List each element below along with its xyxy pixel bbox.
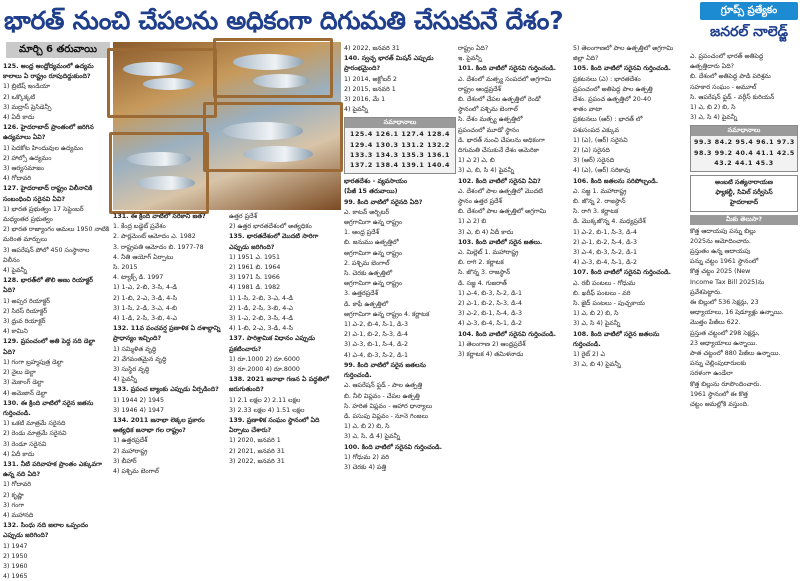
- option-line: 3) ఎ-3, బి-1, సి-4, డి-2: [344, 341, 408, 349]
- option-line: 3) ఎ, సి 4) పైవన్నీ: [690, 114, 738, 122]
- option-line: ఎ. ఆపరేషన్ ఫ్లడ్ - పాల ఉత్పత్తి: [344, 382, 423, 390]
- option-line: 2) 1961 బి. 1964: [229, 264, 281, 272]
- option-line: ఎ. దేశంలో పాల ఉత్పత్తిలో మొదటి: [458, 187, 543, 195]
- option-line: డి. సజ్జ 4. గుజరాత్: [458, 279, 507, 287]
- option-line: బి. జొన్న 2. రాజస్థాన్: [573, 198, 626, 206]
- option-line: 1) 2014, అక్టోబర్ 2: [344, 75, 397, 83]
- option-line: 1) 1-సి, 2-బి, 3-ఎ, 4-డి: [229, 294, 293, 302]
- did-you-know-line: 2025ను ఆమోదించారు.: [690, 237, 751, 245]
- option-line: డి. మొక్కజొన్న 4. మధ్యప్రదేశ్: [573, 218, 646, 226]
- option-line: 4) గోదావరి: [3, 175, 32, 183]
- option-line: 3) ఆపరేషన్ పోలో 450 సంస్థానాల: [3, 246, 90, 254]
- option-line: 4) పైవన్నీ: [3, 267, 27, 275]
- question-line: 101. కింది వాటిలో సరైనవి గుర్తించండి.: [458, 65, 557, 73]
- question-line: 140. స్వచ్ఛ భారత్ మిషన్ ఎప్పుడు: [344, 55, 434, 63]
- question-line: 126. హైదరాబాద్ ప్రాంతంలో జరిగిన: [3, 124, 94, 132]
- column-5: [458, 44, 570, 486]
- question-line: జరుగుతుంది?: [229, 386, 264, 394]
- option-line: 1) గోధుమ 2) వరి: [344, 453, 390, 461]
- option-line: 3) 1971 సి. 1966: [229, 274, 280, 282]
- option-line: 3) 1-సి, 2-డి, 3-ఎ, 4-బి: [113, 304, 177, 312]
- option-line: 1) ఎ, బి 2) బి, సి: [344, 423, 390, 431]
- question-line: గుర్తించండి.: [344, 372, 372, 380]
- option-line: బి. దేశంలో అతిపెద్ద పాడి పరిశ్రమ: [690, 73, 771, 81]
- did-you-know-line: కొత్త ఆదాయపు పన్ను బిల్లు: [690, 227, 756, 235]
- option-line: 4) ఎ-4, బి-3, సి-2, డి-1: [344, 351, 408, 359]
- option-line: 1) తెలంగాణ 2) ఆంధ్రప్రదేశ్: [458, 340, 526, 348]
- did-you-know-line: పన్ను చెల్లింపుదారులకు: [690, 360, 747, 368]
- option-line: 1. కేంద్ర బడ్జెట్ ప్రవేశం: [113, 223, 166, 231]
- option-line: 3) ఎ, బి 4) పైవన్నీ: [573, 361, 621, 369]
- option-line: రాష్ట్రం ఆంధ్రప్రదేశ్: [458, 85, 501, 93]
- author-place: హైదరాబాద్: [729, 199, 759, 207]
- question-line: 99. కింది వాటిలో సరైనది ఏది?: [344, 198, 423, 206]
- option-line: 2) మహారాష్ట్ర: [113, 447, 148, 455]
- option-line: 4) 1-బి, 2-ఎ, 3-డి, 4-సి: [229, 325, 293, 333]
- option-line: స్థానం ఉత్తర ప్రదేశ్: [458, 198, 502, 206]
- option-line: రాష్ట్రం ఏది?: [458, 45, 489, 52]
- answers-row: 98.3 99.2 40.4 41.1 42.5: [694, 149, 795, 157]
- option-line: 4) ఏదీ కాదు: [3, 114, 35, 122]
- option-line: 3) బీహార్: [113, 457, 137, 465]
- did-you-know-line: ప్రవేశపెట్టారు.: [690, 288, 723, 296]
- question-line: గుర్తించండి.: [573, 340, 601, 348]
- option-line: 3) 1960: [3, 562, 28, 570]
- question-line: 106. కింది జతలను సరిపోల్చండి.: [573, 177, 659, 185]
- did-you-know-line: Income Tax Bill 2025)ను: [690, 278, 765, 286]
- option-line: 1) ఎ-2, బి-1, సి-3, డి-4: [573, 228, 637, 236]
- option-line: 2) వేగవంతమైన వృద్ధి: [113, 355, 167, 363]
- option-line: డి. భారత్ నుంచి చేపలను అధికంగా: [458, 136, 545, 144]
- question-line: 103. కింది వాటిలో సరైన జతలు.: [458, 238, 543, 246]
- question-line: 102. కింది వాటిలో సరైనవి ఏవి?: [458, 177, 541, 185]
- did-you-know-header: మీకు తెలుసా?: [690, 215, 798, 225]
- option-line: 4) 2022, జనవరి 31: [344, 45, 400, 52]
- option-line: ఎ. మిల్లెట్ 1. మహారాష్ట్ర: [458, 249, 519, 257]
- option-line: 2) ఎ-1, బి-2, సి-4, డి-3: [573, 238, 637, 246]
- answer-key-row: 133.3 134.3 135.3 136.1: [349, 151, 451, 159]
- option-line: డి. కాఫీ ఉత్పత్తిలో: [344, 300, 389, 308]
- headline: భారత్ నుంచి చేపలను అధికంగా దిగుమతి చేసుకునే దేశం?: [4, 6, 564, 35]
- option-line: సి. జైద్ పంటలు - పుచ్చకాయ: [573, 300, 645, 308]
- option-line: 1) ఉత్తరప్రదేశ్: [113, 437, 148, 445]
- answer-key-row: 125.4 126.1 127.4 128.4: [349, 131, 451, 139]
- question-line: 132. 11వ పంచవర్ష ప్రణాళిక ఏ దశాబ్దాన్ని: [113, 325, 221, 333]
- option-line: 2) (ఎ) సరైనది: [573, 147, 610, 155]
- option-line: దిగుమతి చేసుకునే దేశం అమెరికా: [458, 147, 540, 155]
- option-line: 1) 2.1 లక్షల 2) 2.11 లక్షల: [229, 396, 301, 404]
- option-line: బి. నీలి విప్లవం - చేపల ఉత్పత్తి: [344, 392, 420, 400]
- option-line: 2) సిరస్ రియాక్టర్: [3, 307, 47, 315]
- option-line: 2) రెండు మాత్రమే సరైనవి: [3, 430, 67, 438]
- question-line: 99. కింది వాటిలో సరైన జతలను: [344, 361, 426, 369]
- option-line: ఎ. ప్రపంచంలో భారత్ అతిపెద్ద: [690, 53, 764, 60]
- option-line: 4. నీతి ఆయోగ్ ఏర్పాటు: [113, 253, 174, 261]
- option-line: 2) కృష్ణా: [3, 491, 24, 499]
- author-role: ఫ్యాకల్టీ, సివిల్ సర్వీసెస్: [715, 189, 773, 197]
- option-line: 2) ఎ-1, బి-2, సి-3, డి-4: [458, 300, 522, 308]
- did-you-know-line: కొత్త చట్టం 2025 (New: [690, 268, 751, 276]
- option-line: ప్రపంచంలో అతిపెద్ద పాల ఉత్పత్తి: [573, 85, 653, 93]
- option-line: ఎ. రబీ పంటలు - గోధుమ: [573, 279, 636, 287]
- option-line: 2) హాల్సో ఉద్యమం: [3, 154, 52, 162]
- option-line: 1) రూ.1000 2) రూ.6000: [229, 355, 300, 363]
- question-line: భారతదేశం - వ్యవసాయం: [344, 178, 408, 186]
- option-line: 3) రూ.2000 4) రూ.8000: [229, 366, 300, 374]
- option-line: 4) 1965: [3, 573, 28, 581]
- question-line: 133. ప్రపంచ బ్యాంకు ఎప్పుడు ఏర్పడింది?: [113, 386, 219, 394]
- option-line: 2) భారత రాజ్యాంగం అమలు 1950 నాటికి: [3, 226, 110, 234]
- option-line: సి. చెరకు ఉత్పత్తిలో: [344, 270, 393, 278]
- option-line: 2. పశ్చిమ బెంగాల్: [344, 259, 390, 267]
- option-line: 1) బ్రిటిష్ ఇండియా: [3, 83, 50, 91]
- option-line: 3) సుస్థిర వృద్ధి: [113, 366, 150, 374]
- option-line: 3) ఎ, బి, సి 4) పైవన్నీ: [458, 167, 515, 175]
- question-line: 104. కింది వాటిలో సరైనవి గుర్తించండి.: [458, 330, 557, 338]
- column-6: [573, 44, 685, 486]
- column-7: [690, 52, 798, 486]
- option-line: 1) ఎ-2, బి-4, సి-1, డి-3: [344, 321, 408, 329]
- option-line: ప్రకటనలు (ఆర్) : భారత్ లో: [573, 116, 643, 124]
- option-line: 2) 1-బి, 2-ఎ, 3-డి, 4-సి: [113, 294, 177, 302]
- option-line: ఉత్పత్తిదారు ఏది?: [690, 63, 735, 71]
- option-line: 3) 1946 4) 1947: [113, 406, 164, 414]
- question-line: ప్రారంభమైంది?: [344, 65, 381, 73]
- question-line: సంబంధించి సరైనవి ఏవి?: [3, 195, 66, 203]
- did-you-know-line: సరళంగా ఉండేలా: [690, 370, 733, 378]
- option-line: 1) ఎ, బి 2) బి, సి: [573, 310, 619, 318]
- section-title: జనరల్ నాలెడ్జ్: [710, 24, 788, 40]
- question-line: 139. ప్రణాళిక సంఘం స్థానంలో ఏది: [229, 417, 320, 425]
- question-line: 129. ప్రపంచంలో అతి పెద్ద నది డెల్టా: [3, 338, 96, 346]
- question-line: 134. 2011 జనాభా లెక్కల ప్రకారం: [113, 417, 205, 425]
- option-line: 3) 1-ఎ, 2-బి, 3-సి, 4-డి: [229, 315, 293, 323]
- did-you-know-line: పాత చట్టంలో 880 పేజీలు ఉన్నాయి.: [690, 350, 781, 358]
- option-line: డి. పసుపు విప్లవం - నూనె గింజలు: [344, 412, 429, 420]
- did-you-know-line: 23 అధ్యాయాలు ఉన్నాయి.: [690, 339, 758, 347]
- question-line: ఉన్న నది ఏది?: [3, 471, 41, 479]
- question-line: 125. అంధ్ర ఆంధ్రోద్యమంలో ఉద్యమ: [3, 63, 94, 70]
- option-line: ఉత్తర ప్రదేశ్: [229, 213, 258, 220]
- option-line: ఇ. పైవన్నీ: [458, 55, 482, 63]
- option-line: 2) 2021, జనవరి 31: [229, 447, 285, 455]
- question-line: 137. పారిశ్రామిక విధానం ఎప్పుడు: [229, 335, 316, 343]
- section-header: [700, 2, 798, 48]
- option-line: సి. హరిత విప్లవం - ఆహార ధాన్యాలు: [344, 402, 433, 410]
- column-4: [344, 44, 456, 486]
- option-line: 2) ఉత్తర భారతదేశంలో అత్యధికం: [229, 223, 312, 231]
- option-line: శాతం వాటా: [573, 106, 603, 114]
- option-line: మధ్యంతర ప్రభుత్వం: [3, 216, 53, 224]
- option-line: 3) ఎ-2, బి-1, సి-4, డి-3: [458, 310, 522, 318]
- question-line: 135. భారతదేశంలో మొదటి సారిగా: [229, 233, 319, 241]
- option-line: 1. ఆంధ్ర ప్రదేశ్: [344, 229, 380, 237]
- did-you-know-line: చట్టం అమల్లోకి వస్తుంది.: [690, 401, 750, 409]
- option-line: 1) 1951 ఎ. 1951: [229, 253, 280, 261]
- did-you-know-body: [690, 227, 798, 410]
- option-line: 1) ఒకటి మాత్రమే సరైనది: [3, 420, 66, 428]
- fish-market-photo: [113, 42, 341, 210]
- option-line: సి. దేశం మత్స్య ఉత్పత్తిలో: [458, 116, 523, 124]
- question-line: 131. ఈ క్రింది వాటిలో సరికాని జత?: [113, 213, 206, 220]
- answer-key-row: 129.4 130.3 131.2 132.2: [349, 141, 451, 149]
- option-line: 4) మహానది: [3, 511, 34, 519]
- option-line: 3) మద్రాస్ ప్రెసిడెన్సీ: [3, 103, 52, 111]
- option-line: ఎ. కాటన్ అర్బిటర్: [344, 208, 390, 216]
- option-line: సి. రాగి 3. కర్ణాటక: [573, 208, 619, 216]
- option-line: అగ్రగామిగా ఉన్న రాష్ట్రం 4. కర్ణాటక: [344, 310, 430, 318]
- option-line: 3) ఎ, సి, డి 4) పైవన్నీ: [344, 433, 401, 441]
- question-line: గుర్తించండి.: [3, 409, 31, 417]
- author-box: [690, 175, 798, 212]
- option-line: 1) గంగా బ్రహ్మపుత్ర డెల్టా: [3, 358, 64, 366]
- option-line: 1) 1944 2) 1945: [113, 396, 164, 404]
- groups-badge: గ్రూప్స్ ప్రత్యేకం: [700, 2, 798, 20]
- option-line: ఎ. దేశంలో మత్స్య సంపదలో అగ్రగామి: [458, 75, 552, 83]
- option-line: 5) తెలంగాణలో పాల ఉత్పత్తిలో అగ్రగామి: [573, 45, 674, 52]
- option-line: 3) (ఆర్) సరైనది: [573, 157, 615, 165]
- option-line: 1) 1-ఎ, 2-బి, 3-సి, 4-డి: [113, 284, 177, 292]
- option-line: 4) పైవన్నీ: [344, 106, 368, 114]
- question-line: 128. భారత్‌లో తొలి అణు రియాక్టర్: [3, 277, 94, 285]
- option-line: 3) ఆర్యసమాజం: [3, 165, 45, 173]
- option-line: 3) ఎ-4, బి-3, సి-2, డి-1: [573, 249, 637, 257]
- option-line: 2) 2015, జనవరి 1: [344, 85, 396, 93]
- option-line: 2) 1950: [3, 552, 28, 560]
- option-line: 3) రెండూ సరైనవి: [3, 440, 47, 448]
- question-line: ఏది?: [3, 287, 16, 295]
- option-line: 1) గోదావరి: [3, 481, 32, 489]
- question-line: 100. కింది వాటిలో సరైనవి గుర్తించండి.: [344, 443, 443, 451]
- option-line: 1) ఎ, బి 2) బి, సి: [690, 104, 736, 112]
- question-line: 132. సింధు నది జలాల ఒప్పందం: [3, 522, 89, 530]
- option-line: బి. దేశంలో చేపల ఉత్పత్తిలో రెండో: [458, 96, 541, 104]
- option-line: బి. రాగి 2. కర్ణాటక: [458, 259, 504, 267]
- option-line: మరింత మార్పులు: [3, 236, 48, 244]
- option-line: ప్రపంచంలో మూడో స్థానం: [458, 126, 520, 134]
- option-line: 3. రాష్ట్రపతి ఆమోదం బి. 1977-78: [113, 243, 204, 251]
- option-line: విలీనం: [3, 256, 20, 264]
- answers-row: 99.3 84.2 95.4 96.1 97.3: [694, 139, 795, 147]
- answers-header: సమాధానాలు: [691, 126, 797, 136]
- option-line: 4) ఎ-3, బి-4, సి-1, డి-2: [573, 259, 637, 267]
- question-line: ఎప్పుడు జరిగింది?: [3, 532, 49, 540]
- question-line: ఎప్పుడు జరిగింది?: [229, 243, 275, 251]
- option-line: 3) 2022, జనవరి 31: [229, 457, 285, 465]
- column-1: [3, 62, 111, 581]
- option-line: 1) (ఎ), (ఆర్) సరైనవి: [573, 136, 628, 144]
- option-line: సహకార సంఘం - అమూల్: [690, 83, 757, 91]
- did-you-know-line: పన్ను చట్టం 1961 స్థానంలో: [690, 258, 759, 266]
- option-line: 2) 1-డి, 2-సి, 3-బి, 4-ఎ: [229, 304, 293, 312]
- question-line: 130. ఈ క్రింది వాటిలో సరైన జతను: [3, 399, 94, 407]
- question-line: 138. 2021 జనాభా గణన ఏ పద్ధతిలో: [229, 376, 330, 384]
- option-line: అగ్రగామిగా ఉన్న రాష్ట్రం: [344, 280, 403, 288]
- question-line: (పేజీ 15 తరువాయి): [344, 188, 398, 196]
- option-line: స్థానంలో పశ్చిమ బెంగాల్: [458, 106, 518, 114]
- answer-key-row: 137.2 138.4 139.1 140.4: [349, 162, 451, 170]
- author-name: అంబటి సత్యనారాయణ: [715, 179, 773, 187]
- question-line: 108. కింది వాటిలో సరైన జతలను: [573, 330, 660, 338]
- option-line: 1) ఎ 2) ఎ, బి: [458, 157, 495, 165]
- option-line: 1) పెదకోట హిందువుల ఉద్యమం: [3, 144, 84, 152]
- option-line: 4) ఎ-3, బి-4, సి-1, డి-2: [458, 320, 522, 328]
- answer-key-box: [344, 117, 456, 174]
- option-line: 3) చెరకు 4) పత్తి: [344, 463, 387, 471]
- option-line: 3) ఎ, బి 4) ఏదీ కాదు: [458, 228, 514, 236]
- option-line: 1) భారత ప్రభుత్వం 17 సెప్టెంబర్: [3, 205, 84, 213]
- option-line: 1) 2020, జనవరి 1: [229, 437, 281, 445]
- question-line: 105. కింది వాటిలో సరైనవి గుర్తించండి.: [573, 65, 672, 73]
- option-line: 3) గంగా: [3, 501, 25, 509]
- did-you-know-line: 1961 స్థానంలో ఈ కొత్త: [690, 390, 748, 398]
- did-you-know-line: అధ్యాయాలు, 16 షెడ్యూళ్లు ఉన్నాయి.: [690, 309, 784, 317]
- continuation-label: మార్చి 6 తరువాయి: [6, 42, 110, 58]
- did-you-know-line: మొత్తం పేజీలు 622.: [690, 319, 741, 327]
- question-line: అత్యధిక జనాభా గల రాష్ట్రం?: [113, 427, 186, 435]
- question-line: ప్రాధాన్యం ఇచ్చింది?: [113, 335, 162, 343]
- option-line: 2) నైలు డెల్టా: [3, 369, 36, 377]
- answer-key-header: సమాధానాలు: [345, 118, 455, 128]
- option-line: 3) కర్ణాటక 4) తమిళనాడు: [458, 351, 524, 359]
- option-line: 4) పశ్చిమ బెంగాల్: [113, 468, 159, 476]
- question-line: ప్రకటించారు?: [229, 345, 262, 353]
- option-line: ప్రకటనలు (ఎ) : భారతదేశం: [573, 75, 641, 83]
- option-line: సి. 2015: [113, 264, 138, 272]
- option-line: 2. పార్లమెంట్ ఆమోదం ఎ. 1982: [113, 233, 196, 241]
- option-line: 3) 2.33 లక్షల 4) 1.51 లక్షల: [229, 406, 305, 414]
- question-line: 107. కింది వాటిలో సరైనవి గుర్తించండి.: [573, 269, 672, 277]
- question-line: 127. హైదరాబాద్ రాష్ట్రం విలీనానికి: [3, 185, 93, 193]
- option-line: 4) ఏదీ కాదు: [3, 450, 35, 458]
- option-line: 4) 1981 డి. 1982: [229, 284, 281, 292]
- option-line: 1) ఎ 2) బి: [458, 218, 487, 226]
- question-line: ఏది?: [3, 348, 16, 356]
- option-line: అగ్రగామిగా ఉన్న రాష్ట్రం: [344, 219, 403, 227]
- option-line: జిల్లా ఏది?: [573, 55, 599, 63]
- option-line: సి. జొన్న 3. రాజస్థాన్: [458, 269, 511, 277]
- answers-row: 43.2 44.1 45.3: [714, 159, 774, 167]
- question-line: కాలాలు ఏ రాష్ట్రం రూపుదిద్దుకుంది?: [3, 73, 91, 81]
- option-line: 2) ఒక్కొక్కటి: [3, 93, 36, 101]
- option-line: 1) 1947: [3, 542, 28, 550]
- option-line: 4) (ఎ), (ఆర్) సరికావు: [573, 167, 631, 175]
- question-line: ఉద్యమాలు ఏవి?: [3, 134, 46, 142]
- option-line: సి. ఆపరేషన్ ఫ్లడ్ - వర్గీస్ కురియన్: [690, 93, 775, 101]
- option-line: 2) ఎ-1, బి-2, సి-3, డి-4: [344, 331, 408, 339]
- did-you-know-line: కొత్త బిల్లును రూపొందించారు.: [690, 380, 762, 388]
- option-line: బి. ఖరీఫ్ పంటలు - వరి: [573, 289, 631, 297]
- answers-box: [690, 125, 798, 172]
- option-line: పశుసంపద ఎక్కువ: [573, 126, 620, 134]
- option-line: 4) పైవన్నీ: [113, 376, 137, 384]
- option-line: 1) అప్సర రియాక్టర్: [3, 297, 50, 305]
- option-line: 4. ట్యాక్స్ డి. 1997: [113, 274, 164, 282]
- option-line: 1) రైట్ 2) ఎ: [573, 351, 606, 359]
- option-line: 3) ఎ, సి 4) పైవన్నీ: [573, 320, 621, 328]
- option-line: 3. ఉత్తరప్రదేశ్: [344, 290, 379, 298]
- option-line: 3) 2016, మే 1: [344, 96, 386, 104]
- column-3: [229, 212, 341, 486]
- option-line: 3) ధ్రువ రియాక్టర్: [3, 318, 46, 326]
- did-you-know-line: ఈ బిల్లులో 536 సెక్షన్లు, 23: [690, 299, 759, 307]
- option-line: 1) సమ్మిళిత వృద్ధి: [113, 345, 157, 353]
- option-line: బి. దేశంలో పాల ఉత్పత్తిలో అగ్రగామి: [458, 208, 547, 216]
- question-line: 131. నీటి పరివాహక ప్రాంతం ఎక్కువగా: [3, 460, 102, 468]
- option-line: 1) ఎ-4, బి-3, సి-2, డి-1: [458, 289, 522, 297]
- column-2: [113, 212, 225, 486]
- did-you-know-line: ప్రస్తుత చట్టంలో 298 సెక్షన్లు,: [690, 329, 760, 337]
- did-you-know-line: ప్రస్తుతం ఉన్న ఆదాయపు: [690, 248, 751, 256]
- option-line: బి. జనుము ఉత్పత్తిలో: [344, 239, 399, 247]
- option-line: 4) 1-డి, 2-సి, 3-బి, 4-ఎ: [113, 315, 177, 323]
- option-line: ఎ. సజ్జ 1. మహారాష్ట్ర: [573, 187, 627, 195]
- question-line: ఏర్పాటు చేశారు?: [229, 427, 272, 435]
- option-line: 4) అమెజాన్ డెల్టా: [3, 389, 48, 397]
- option-line: దేశం. ప్రపంచ ఉత్పత్తిలో 20-40: [573, 96, 652, 104]
- option-line: 4) కామిని: [3, 328, 28, 336]
- option-line: అగ్రగామిగా ఉన్న రాష్ట్రం: [344, 249, 403, 257]
- option-line: 3) మెకాంగ్ డెల్టా: [3, 379, 44, 387]
